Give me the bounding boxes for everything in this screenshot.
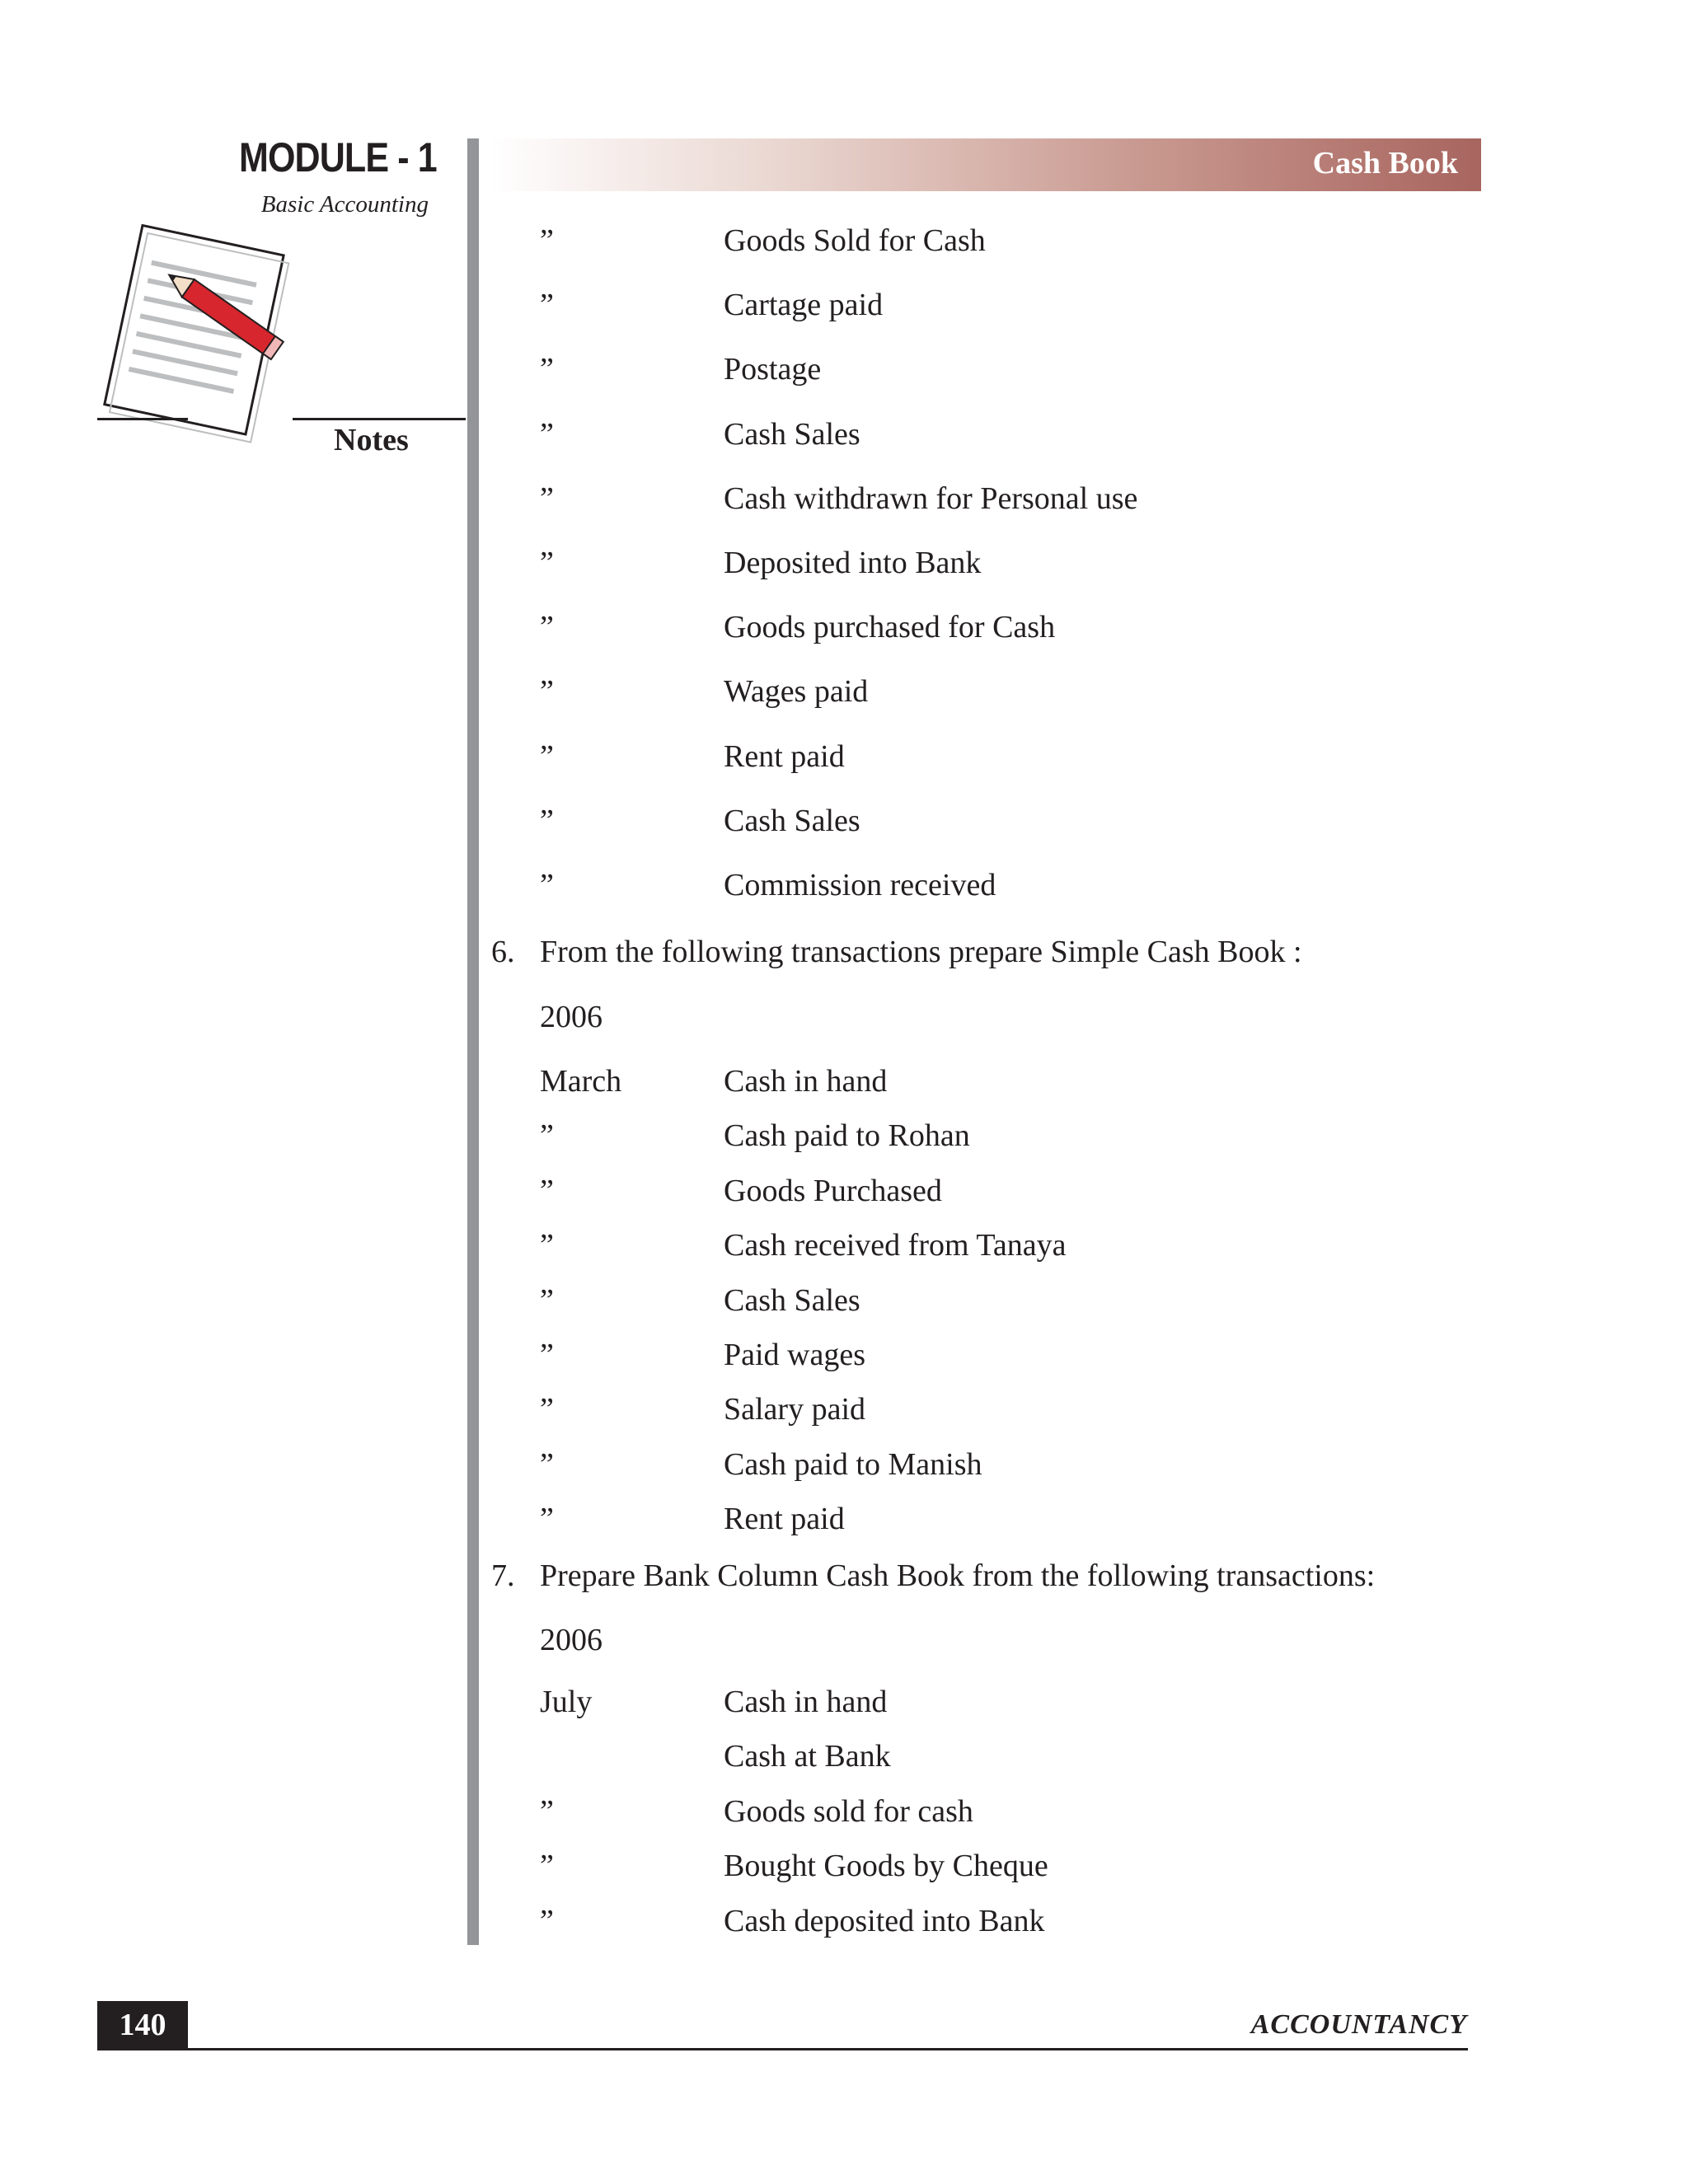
date-month: March <box>540 1064 622 1099</box>
date-month: ” <box>540 1793 554 1829</box>
transaction-description: Cash paid to Rohan <box>724 1118 970 1154</box>
notes-divider-right <box>293 418 466 420</box>
transaction-description: Goods Purchased <box>724 1173 942 1208</box>
transaction-description: Cash Sales <box>724 416 860 452</box>
question-text: Prepare Bank Column Cash Book from the following transactions: <box>540 1558 1376 1593</box>
date-month: ” <box>540 738 554 774</box>
date-month: ” <box>540 1446 554 1482</box>
transaction-description: Paid wages <box>724 1338 866 1372</box>
notes-label: Notes <box>334 423 409 457</box>
footer-subject: ACCOUNTANCY <box>1250 2009 1467 2040</box>
date-month: ” <box>540 674 554 710</box>
date-month: ” <box>540 1173 554 1208</box>
date-month: July <box>540 1685 593 1719</box>
date-month: ” <box>540 416 554 452</box>
question-number: 6. <box>491 935 515 969</box>
transaction-description: Salary paid <box>724 1392 866 1427</box>
transaction-description: Cash deposited into Bank <box>724 1903 1045 1938</box>
date-month: ” <box>540 610 554 645</box>
transaction-description: Goods sold for cash <box>724 1793 973 1829</box>
transaction-description: Cash in hand <box>724 1064 888 1099</box>
transaction-description: Cash paid to Manish <box>724 1446 982 1482</box>
transaction-description: Cash Sales <box>724 1282 860 1318</box>
transaction-description: Cartage paid <box>724 288 884 323</box>
transaction-description: Rent paid <box>724 738 845 774</box>
date-month: ” <box>540 1338 554 1372</box>
date-month: ” <box>540 1502 554 1537</box>
year-label: 2006 <box>540 1000 603 1034</box>
transaction-description: Wages paid <box>724 674 869 710</box>
date-month: ” <box>540 1903 554 1938</box>
date-month: ” <box>540 1849 554 1884</box>
transaction-description: Bought Goods by Cheque <box>724 1849 1048 1884</box>
date-month: ” <box>540 1282 554 1318</box>
date-month: ” <box>540 803 554 838</box>
transaction-description: Commission received <box>724 868 996 902</box>
footer-rule <box>97 2048 1468 2050</box>
transaction-description: Rent paid <box>724 1502 845 1537</box>
transaction-description: Cash received from Tanaya <box>724 1228 1067 1263</box>
chapter-header <box>490 138 1481 191</box>
chapter-title: Cash Book <box>1312 146 1458 180</box>
page-number: 140 <box>97 2001 188 2049</box>
transaction-description: Cash at Bank <box>724 1739 891 1774</box>
margin-bar <box>467 138 479 1945</box>
year-label: 2006 <box>540 1623 603 1657</box>
transaction-description: Cash Sales <box>724 803 860 838</box>
transaction-description: Goods Sold for Cash <box>724 223 986 258</box>
date-month: ” <box>540 546 554 580</box>
date-month: ” <box>540 288 554 323</box>
date-month: ” <box>540 352 554 387</box>
date-month: ” <box>540 480 554 516</box>
date-month: ” <box>540 223 554 258</box>
transaction-description: Cash in hand <box>724 1685 888 1719</box>
question-number: 7. <box>491 1558 515 1593</box>
transaction-description: Cash withdrawn for Personal use <box>724 480 1138 516</box>
transaction-description: Deposited into Bank <box>724 546 982 580</box>
date-month: ” <box>540 868 554 902</box>
date-month: ” <box>540 1228 554 1263</box>
notes-divider-left <box>97 418 188 420</box>
transaction-description: Goods purchased for Cash <box>724 610 1056 645</box>
module-subtitle: Basic Accounting <box>260 191 429 218</box>
question-text: From the following transactions prepare Simple Cash Book : <box>540 935 1302 969</box>
transaction-description: Postage <box>724 352 822 387</box>
module-title: MODULE - 1 <box>239 134 437 180</box>
date-month: ” <box>540 1392 554 1427</box>
date-month: ” <box>540 1118 554 1154</box>
